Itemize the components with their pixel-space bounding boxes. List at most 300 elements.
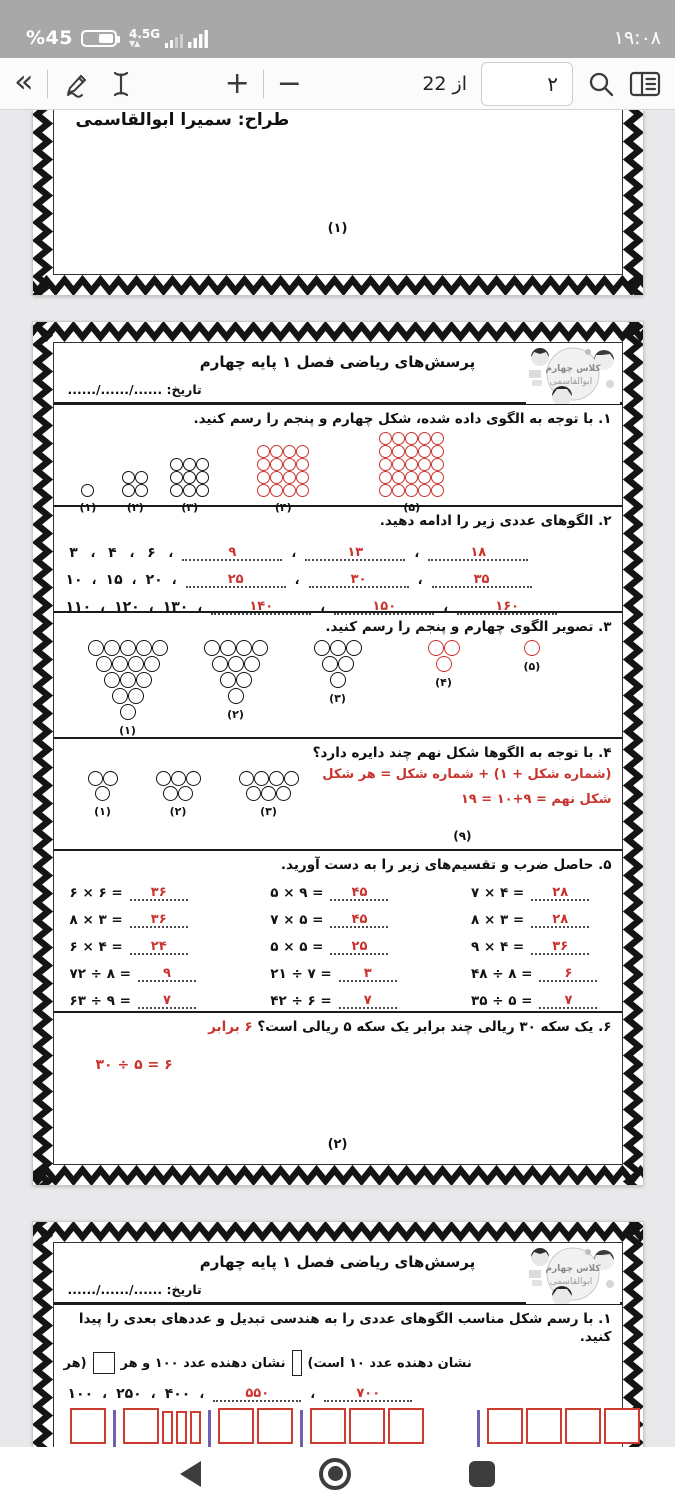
given-number: ۱۱۰ xyxy=(65,599,92,616)
comma: ، xyxy=(197,600,203,616)
handwritten-answer: ۳۶ xyxy=(150,912,167,928)
drawn-box-row xyxy=(487,1408,640,1444)
annotate-pen-button[interactable] xyxy=(61,68,93,100)
equation-expression: ۷ × ۴ = xyxy=(471,885,525,902)
svg-text:کلاس چهارم: کلاس چهارم xyxy=(544,364,601,374)
circle xyxy=(314,640,330,656)
square-pattern-row xyxy=(54,428,622,517)
tens-box xyxy=(190,1411,201,1444)
question-3-section xyxy=(54,613,622,739)
circle xyxy=(257,445,270,458)
handwritten-answer: ۱۴۰ xyxy=(249,599,274,615)
network-indicator xyxy=(129,28,208,48)
hundreds-box xyxy=(604,1408,640,1444)
equation-expression: ۷۲ ÷ ۸ = xyxy=(69,966,131,983)
search-icon[interactable] xyxy=(587,70,615,98)
given-number: ۲۰ xyxy=(145,572,163,589)
circle xyxy=(338,656,354,672)
pdf-page-1 xyxy=(33,110,643,295)
circle xyxy=(236,672,252,688)
circle xyxy=(228,688,244,704)
designer-credit: طراح: سمیرا ابوالقاسمی xyxy=(75,110,290,130)
circle xyxy=(252,640,268,656)
answer-blank xyxy=(531,883,589,901)
given-number: ۱۰ xyxy=(65,572,83,589)
date-field: تاریخ: ....../....../...... xyxy=(67,1282,202,1297)
circle xyxy=(196,458,209,471)
answer-blank xyxy=(339,964,397,982)
circle xyxy=(346,640,362,656)
number-pattern-row xyxy=(66,534,616,561)
date-field: تاریخ: ....../....../...... xyxy=(67,382,202,397)
data-arrows-icon: ▼▲ xyxy=(128,39,140,48)
answer-blank xyxy=(539,964,597,982)
hundreds-box xyxy=(526,1408,562,1444)
shape-label: (۱) xyxy=(79,501,97,515)
page-total-label: از 22 xyxy=(422,72,467,95)
shape-label: (۲) xyxy=(169,805,187,818)
drawn-box-row xyxy=(310,1408,470,1444)
circle xyxy=(436,656,452,672)
question-text xyxy=(54,1013,622,1036)
handwritten-answer: ۲۵ xyxy=(351,939,368,955)
hundreds-box xyxy=(218,1408,254,1444)
signal-bars-sim2-icon xyxy=(188,28,208,48)
svg-text:ابوالقاسمی: ابوالقاسمی xyxy=(549,1277,592,1287)
circle xyxy=(183,484,196,497)
circle-grid xyxy=(88,771,118,801)
handwritten-answer: ۳۶ xyxy=(552,939,569,955)
legend-text: نشان دهنده عدد ۱۰۰ و هر xyxy=(120,1355,286,1371)
hundreds-box xyxy=(123,1408,159,1444)
circle-pattern-row xyxy=(88,771,299,818)
zoom-in-button[interactable]: + xyxy=(224,65,250,101)
equation-row xyxy=(471,882,597,901)
circle xyxy=(379,445,392,458)
pattern-shape xyxy=(204,640,268,721)
clock: ۱۹:۰۸ xyxy=(613,27,661,49)
circle xyxy=(136,672,152,688)
drawn-box-row xyxy=(218,1408,293,1444)
equation-row xyxy=(70,882,196,901)
equation-row xyxy=(270,882,396,901)
status-left-cluster xyxy=(26,27,208,49)
worksheet-frame xyxy=(53,110,623,275)
hundreds-box xyxy=(565,1408,601,1444)
answer-blank xyxy=(339,991,397,1009)
circle xyxy=(330,672,346,688)
circle xyxy=(392,458,405,471)
dot-grid xyxy=(379,432,444,497)
page-number-input[interactable] xyxy=(481,62,573,106)
comma: ، xyxy=(310,1387,316,1403)
shape-label: (۱) xyxy=(119,724,136,738)
given-number: ۴۰۰ xyxy=(164,1386,191,1403)
circle xyxy=(120,672,136,688)
circle xyxy=(418,471,431,484)
circle xyxy=(254,771,269,786)
circle xyxy=(178,786,193,801)
answer-blank xyxy=(330,883,388,901)
android-navigation-bar xyxy=(0,1447,675,1500)
comma: ، xyxy=(150,1387,156,1403)
answer-blank xyxy=(432,570,532,588)
circle xyxy=(444,640,460,656)
pattern-shape xyxy=(257,445,309,514)
drawn-box-row xyxy=(70,1408,106,1444)
circle xyxy=(163,786,178,801)
equation-expression: ۸ × ۳ = xyxy=(471,912,525,929)
circle xyxy=(392,471,405,484)
triangle-grid xyxy=(204,640,268,704)
circle-grid xyxy=(239,771,299,801)
handwritten-solution xyxy=(322,763,611,812)
pattern-shape xyxy=(88,771,118,818)
hundreds-box xyxy=(310,1408,346,1444)
circle xyxy=(212,656,228,672)
circle xyxy=(112,656,128,672)
comma: ، xyxy=(417,573,423,589)
handwritten-answer: ۵۵۰ xyxy=(245,1386,270,1402)
handwritten-answer: ۲۸ xyxy=(552,885,569,901)
answer-blank xyxy=(428,543,528,561)
circle xyxy=(88,771,103,786)
equation-row xyxy=(70,936,196,955)
circle xyxy=(81,484,94,497)
circle xyxy=(244,656,260,672)
reader-view-icon[interactable] xyxy=(629,71,661,97)
question-text: ۱. با رسم شکل مناسب الگوهای عددی را به هندسی تبدیل و عددهای بعدی را پیدا کنید. xyxy=(78,1311,612,1346)
battery-icon xyxy=(81,30,117,47)
given-number: ۱۳۰ xyxy=(162,599,189,616)
circle xyxy=(296,458,309,471)
handwritten-answer: ۳ xyxy=(363,966,372,982)
circle xyxy=(112,688,128,704)
worksheet-title: پرسش‌های ریاضی فصل ۱ پایه چهارم xyxy=(199,353,476,371)
circle xyxy=(122,471,135,484)
equation-row xyxy=(70,963,196,982)
circle xyxy=(128,688,144,704)
dot-grid xyxy=(170,458,209,497)
handwritten-answer: ۷۰۰ xyxy=(356,1386,381,1402)
circle xyxy=(183,471,196,484)
circle xyxy=(418,432,431,445)
shape-label: (۳) xyxy=(260,805,277,818)
circle xyxy=(104,672,120,688)
equation-expression: ۵ × ۹ = xyxy=(270,885,324,902)
circle xyxy=(156,771,171,786)
circle xyxy=(261,786,276,801)
answer-blank xyxy=(531,910,589,928)
answer-blank xyxy=(130,883,188,901)
handwritten-answer: ۳۵ xyxy=(473,572,490,588)
circle xyxy=(228,656,244,672)
home-button[interactable] xyxy=(319,1458,351,1490)
comma: ، xyxy=(102,1387,108,1403)
circle xyxy=(431,484,444,497)
handwritten-answer: ۱۸ xyxy=(470,545,487,561)
solution-line: (شماره شکل + ۱) + شماره شکل = هر شکل xyxy=(322,767,612,782)
equation-row xyxy=(70,909,196,928)
equation-row xyxy=(270,963,396,982)
legend-line xyxy=(54,1346,622,1376)
circle xyxy=(104,640,120,656)
circle xyxy=(392,432,405,445)
hundreds-box xyxy=(70,1408,106,1444)
equation-row xyxy=(70,990,196,1009)
number-pattern-row xyxy=(66,561,616,588)
circle xyxy=(270,445,283,458)
class-logo xyxy=(526,1244,620,1304)
drawn-box-group xyxy=(70,1408,106,1444)
circle xyxy=(122,484,135,497)
circle xyxy=(428,640,444,656)
circle xyxy=(136,640,152,656)
handwritten-answer: ۷ xyxy=(162,993,171,1009)
circle xyxy=(379,471,392,484)
ninth-shape-label: (۹) xyxy=(453,829,472,843)
equation-expression: ۴۸ ÷ ۸ = xyxy=(471,966,533,983)
hundreds-box xyxy=(388,1408,424,1444)
circle xyxy=(379,432,392,445)
triangle-grid xyxy=(88,640,168,720)
question-1-section xyxy=(54,405,622,515)
circle xyxy=(183,458,196,471)
equation-expression: ۴۲ ÷ ۶ = xyxy=(270,993,332,1010)
shape-label: (۳) xyxy=(181,501,199,515)
handwritten-answer: ۲۴ xyxy=(150,939,167,955)
equation-expression: ۲۱ ÷ ۷ = xyxy=(270,966,332,983)
given-number: ۲۵۰ xyxy=(116,1386,142,1403)
pattern-shape xyxy=(428,640,460,689)
shape-label: (۳) xyxy=(329,692,346,706)
circle xyxy=(170,484,183,497)
circle xyxy=(220,672,236,688)
back-button[interactable] xyxy=(180,1461,201,1487)
class-logo-slot xyxy=(526,344,620,404)
circle xyxy=(405,458,418,471)
hundreds-box xyxy=(487,1408,523,1444)
circle xyxy=(431,432,444,445)
question-text: ۴. با توجه به الگوها شکل نهم چند دایره دارد؟ xyxy=(312,745,612,761)
circle xyxy=(257,458,270,471)
circle xyxy=(186,771,201,786)
equation-row xyxy=(471,936,597,955)
circle xyxy=(257,471,270,484)
worksheet-page-number: (۲) xyxy=(327,1137,348,1152)
recents-button[interactable] xyxy=(469,1461,495,1487)
triangle-grid xyxy=(524,640,540,656)
circle xyxy=(103,771,118,786)
circle xyxy=(196,484,209,497)
svg-text:ابوالقاسمی: ابوالقاسمی xyxy=(549,377,592,387)
network-type-label: 4.5G xyxy=(128,27,161,41)
solution-line: شکل نهم = ۹+۱۰ = ۱۹ xyxy=(460,791,612,807)
answer-blank xyxy=(330,910,388,928)
text-select-button[interactable] xyxy=(109,70,133,98)
shape-label: (۵) xyxy=(523,660,541,674)
equation-expression: ۶۳ ÷ ۹ = xyxy=(69,993,131,1010)
given-number: ۱۰۰ xyxy=(67,1386,94,1403)
worksheet-page-number: (۱) xyxy=(327,221,348,236)
circle xyxy=(170,458,183,471)
circle xyxy=(120,640,136,656)
handwritten-work: ۳۰ ÷ ۵ = ۶ xyxy=(95,1057,173,1073)
given-number: ۱۵ xyxy=(105,572,123,589)
toolbar-divider xyxy=(47,70,48,98)
comma: ، xyxy=(320,600,326,616)
handwritten-answer: ۷ xyxy=(363,993,372,1009)
circle xyxy=(296,484,309,497)
circle xyxy=(431,458,444,471)
circle xyxy=(418,458,431,471)
circle xyxy=(431,471,444,484)
dot-grid xyxy=(81,484,94,497)
circle xyxy=(379,458,392,471)
answer-blank xyxy=(309,570,409,588)
given-number: ۴ xyxy=(108,545,117,562)
given-number: ۱۲۰ xyxy=(114,599,140,616)
answer-blank xyxy=(138,964,196,982)
circle xyxy=(220,640,236,656)
circle xyxy=(257,484,270,497)
question-2-section xyxy=(54,507,622,616)
class-logo xyxy=(526,344,620,404)
circle xyxy=(269,771,284,786)
equation-expression: ۶ × ۴ = xyxy=(69,939,123,956)
circle xyxy=(170,471,183,484)
equations-grid xyxy=(54,874,622,1009)
circle xyxy=(524,640,540,656)
equation-row xyxy=(471,990,597,1009)
question-text: ۱. با توجه به الگوی داده شده، شکل چهارم و پنجم را رسم کنید. xyxy=(193,411,612,427)
equation-expression: ۷ × ۵ = xyxy=(270,912,324,929)
circle xyxy=(330,640,346,656)
battery-percent: %45 xyxy=(26,27,73,49)
circle xyxy=(95,786,110,801)
circle xyxy=(405,445,418,458)
handwritten-answer: ۴۵ xyxy=(351,885,368,901)
equation-row xyxy=(471,963,597,982)
answer-blank xyxy=(130,937,188,955)
tens-box xyxy=(162,1411,173,1444)
circle xyxy=(120,704,136,720)
pattern-shape xyxy=(156,771,201,818)
circle xyxy=(405,432,418,445)
circle xyxy=(283,471,296,484)
question-text: ۲. الگوهای عددی زیر را ادامه دهید. xyxy=(379,513,612,529)
circle xyxy=(379,484,392,497)
circle xyxy=(283,458,296,471)
comma: ، xyxy=(443,600,449,616)
circle xyxy=(296,471,309,484)
circle xyxy=(144,656,160,672)
pattern-shape xyxy=(170,458,209,514)
answer-blank xyxy=(531,937,589,955)
equation-row xyxy=(471,909,597,928)
comma: ، xyxy=(414,546,420,562)
answer-blank xyxy=(539,991,597,1009)
circle xyxy=(270,484,283,497)
circle xyxy=(418,484,431,497)
equation-column xyxy=(471,882,597,1009)
question-text: ۵. حاصل ضرب و تقسیم‌های زیر را به دست آورید. xyxy=(280,857,612,873)
pattern-shape xyxy=(88,640,168,737)
circle xyxy=(270,471,283,484)
handwritten-answer: ۲۵ xyxy=(227,572,244,588)
dot-grid xyxy=(257,445,309,497)
circle xyxy=(405,484,418,497)
pattern-shape xyxy=(524,640,541,673)
equation-expression: ۹ × ۴ = xyxy=(471,939,525,956)
question-text: ۳. تصویر الگوی چهارم و پنجم را رسم کنید. xyxy=(325,619,612,635)
handwritten-answer: ۹ xyxy=(162,966,171,982)
shape-label: (۲) xyxy=(227,708,244,722)
circle xyxy=(239,771,254,786)
answer-blank xyxy=(305,543,405,561)
circle xyxy=(284,771,299,786)
comma: ، xyxy=(199,1387,205,1403)
circle xyxy=(431,445,444,458)
circle xyxy=(96,656,112,672)
handwritten-answer: ۶ برابر xyxy=(208,1019,253,1035)
handwritten-answer: ۱۳ xyxy=(347,545,364,561)
question-6-section xyxy=(54,1013,622,1164)
circle xyxy=(322,656,338,672)
comma: ، xyxy=(168,546,174,562)
handwritten-answer: ۹ xyxy=(228,545,237,561)
number-pattern-rows xyxy=(54,530,622,615)
pdf-scroll-area[interactable] xyxy=(0,110,675,1500)
answer-blank xyxy=(186,570,286,588)
handwritten-answer: ۱۵۰ xyxy=(372,599,397,615)
hundreds-square-icon xyxy=(93,1352,115,1374)
handwritten-answer: ۱۶۰ xyxy=(495,599,520,615)
circle xyxy=(128,656,144,672)
number-pattern-row xyxy=(54,1376,622,1402)
legend-text: نشان دهنده عدد ۱۰ است) xyxy=(307,1355,472,1371)
pattern-shape xyxy=(314,640,362,705)
equation-expression: ۸ × ۳ = xyxy=(69,912,123,929)
circle xyxy=(276,786,291,801)
answer-blank xyxy=(138,991,196,1009)
question-5-section xyxy=(54,851,622,1013)
number-pattern-row xyxy=(66,588,616,615)
shape-label: (۱) xyxy=(94,805,111,818)
circle xyxy=(135,471,148,484)
handwritten-answer: ۶ xyxy=(564,966,573,982)
legend-text: (هر xyxy=(63,1355,87,1371)
worksheet-header xyxy=(54,343,622,405)
equation-expression: ۳۵ ÷ ۵ = xyxy=(471,993,533,1010)
circle xyxy=(152,640,168,656)
zoom-out-button[interactable]: − xyxy=(276,65,302,101)
tens-box xyxy=(176,1411,187,1444)
triangle-grid xyxy=(428,640,460,672)
comma: ، xyxy=(131,573,137,589)
circle xyxy=(392,445,405,458)
pattern-shape xyxy=(379,432,444,514)
circle xyxy=(135,484,148,497)
circle xyxy=(236,640,252,656)
pdf-toolbar xyxy=(0,58,675,110)
circle xyxy=(392,484,405,497)
collapse-toolbar-button[interactable]: « xyxy=(14,61,34,100)
circle xyxy=(418,445,431,458)
drawn-box-row xyxy=(123,1408,201,1444)
comma: ، xyxy=(294,573,300,589)
dot-grid xyxy=(122,471,148,497)
